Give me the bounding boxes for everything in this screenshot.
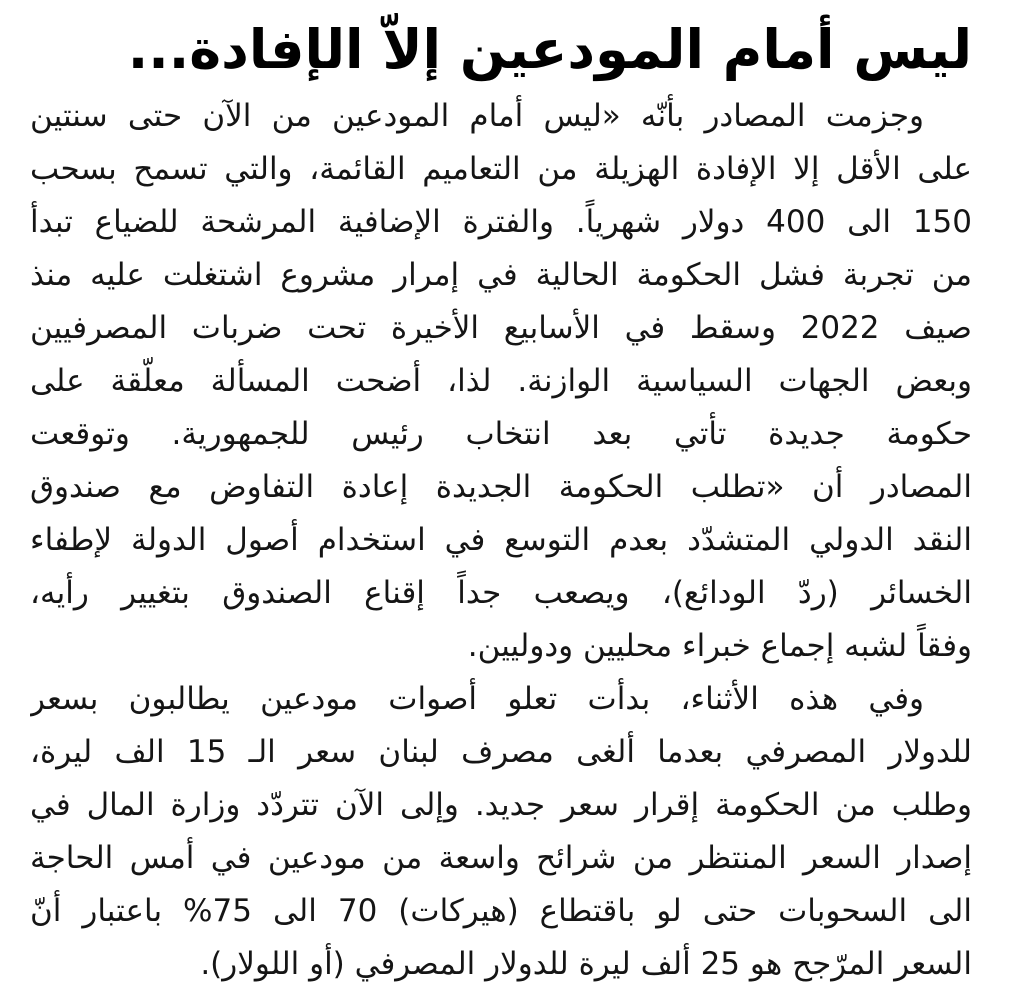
text-line: السعر المرّجح هو 25 ألف ليرة للدولار المصرفي (أو اللولار). [200,946,972,982]
paragraph-2 [30,673,972,991]
text-line: صيف 2022 وسقط في الأسابيع الأخيرة تحت ضربات المصرفيين [30,310,972,346]
text-line: وفقاً لشبه إجماع خبراء محليين ودوليين. [467,628,972,664]
text-line: وبعض الجهات السياسية الوازنة. لذا، أضحت المسألة معلّقة على [30,363,972,399]
article-body [30,90,972,991]
paragraph-1 [30,90,972,673]
text-line: النقد الدولي المتشدّد بعدم التوسع في استخدام أصول الدولة لإطفاء [30,522,972,558]
text-line: إصدار السعر المنتظر من شرائح واسعة من مودعين في أمس الحاجة [30,840,972,876]
text-line: وجزمت المصادر بأنّه «ليس أمام المودعين من الآن حتى سنتين [30,98,924,134]
text-line: من تجربة فشل الحكومة الحالية في إمرار مشروع اشتغلت عليه منذ [30,257,972,293]
text-line: 150 الى 400 دولار شهرياً. والفترة الإضافية المرشحة للضياع تبدأ [30,204,972,240]
text-line: على الأقل إلا الإفادة الهزيلة من التعاميم القائمة، والتي تسمح بسحب [30,151,972,187]
text-line: المصادر أن «تطلب الحكومة الجديدة إعادة التفاوض مع صندوق [30,469,972,505]
text-line: الى السحوبات حتى لو باقتطاع (هيركات) 70 الى 75% باعتبار أنّ [30,893,972,929]
text-line: وفي هذه الأثناء، بدأت تعلو أصوات مودعين يطالبون بسعر [30,681,924,717]
text-line: حكومة جديدة تأتي بعد انتخاب رئيس للجمهورية. وتوقعت [30,416,972,452]
text-line: للدولار المصرفي بعدما ألغى مصرف لبنان سعر الـ 15 الف ليرة، [30,734,972,770]
headline: ليس أمام المودعين إلاّ الإفادة... [127,18,972,81]
text-line: وطلب من الحكومة إقرار سعر جديد. وإلى الآن تتردّد وزارة المال في [30,787,972,823]
text-line: الخسائر (ردّ الودائع)، ويصعب جداً إقناع الصندوق بتغيير رأيه، [30,575,972,611]
